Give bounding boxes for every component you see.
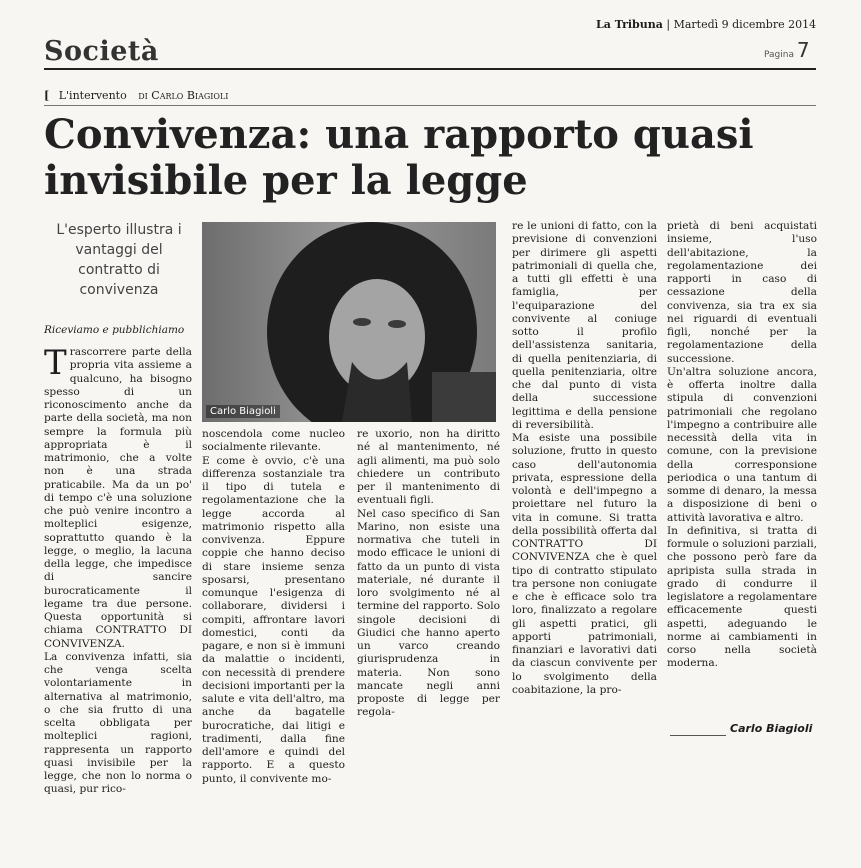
author-portrait-image [202, 222, 496, 422]
kicker-label: L'intervento [58, 89, 127, 102]
kicker [44, 89, 228, 102]
newspaper-name: La Tribuna [596, 18, 663, 31]
section-title: Società [44, 36, 159, 67]
masthead-separator: | [666, 18, 674, 31]
article-column-2: noscendola come nucleo socialmente rilevante. E come è ovvio, c'è una differenza sostanziale tra il tipo di tutela e regolamentazione che la legge accorda al matrimonio rispetto alla convivenza. Eppure coppie che hanno deciso di stare insieme senza sposarsi, presentano comunque l'esigenza di collaborare, dividersi i compiti, affrontare lavori domestici, conti da pagare, e non si è immuni da malattie o incidenti, con necessità di prendere decisioni importanti per la salute e vita dell'altro, ma anche da bagatelle burocratiche, dai litigi e tradimenti, dalla fine dell'amore e quindi del rapporto. E a questo punto, il convivente mo- [202, 428, 345, 785]
issue-date: Martedì 9 dicembre 2014 [673, 18, 817, 31]
intro-line: Riceviamo e pubblichiamo [44, 324, 185, 336]
kicker-byline: di Carlo Biagioli [138, 89, 229, 102]
article-column-3: re uxorio, non ha diritto né al mantenimento, né agli alimenti, ma può solo chiedere un contributo per il mantenimento di eventuali figli. Nel caso specifico di San Marino, non esiste una normativa che tuteli in modo efficace le unioni di fatto da un punto di vista materiale, né durante il loro svolgimento né al termine del rapporto. Solo singole decisioni di Giudici che hanno aperto un varco creando giurisprudenza in materia. Non sono mancate negli anni proposte di legge per regola- [357, 428, 500, 719]
kicker-rule [44, 105, 816, 106]
kicker-bracket: [ [44, 89, 50, 102]
masthead [596, 18, 816, 31]
article-subhead: L'esperto illustra i vantaggi del contratto di convivenza [56, 222, 182, 298]
page-number-box [764, 38, 810, 62]
section-rule [44, 68, 816, 70]
column-1-text: rascorrere parte della propria vita assieme a qualcuno, ha bisogno spesso di un riconoscimento anche da parte della società, ma non sempre la formula più appropriata è il matrimonio, che a volte non è una strada praticabile. Ma da un po' di tempo c'è una soluzione che può venire incontro a molteplici esigenze, soprattutto quando è la legge, o meglio, la lacuna della legge, che impedisce di sancire burocraticamente il legame tra due persone. Questa opportunità si chiama CONTRATTO DI CONVIVENZA. La convivenza infatti, sia che venga scelta volontariamente in alternativa al matrimonio, o che sia frutto di una scelta obbligata per molteplici ragioni, rappresenta un rapporto quasi invisibile per la legge, che non lo norma o quasi, pur rico- [44, 346, 192, 796]
drop-cap: T [44, 346, 67, 383]
article-column-5: prietà di beni acquistati insieme, l'uso dell'abitazione, la regolamentazione dei rapporti in caso di cessazione della convivenza, sia tra ex sia nei riguardi di eventuali figli, nonché per la regolamentazione della successione. Un'altra soluzione ancora, è offerta inoltre dalla stipula di convenzioni patrimoniali che regolano l'impegno a contribuire alle necessità della vita in comune, con la previsione della corresponsione periodica o una tantum di somme di denaro, la messa a disposizione di beni o attività lavorativa e altro. In definitiva, si tratta di formule o soluzioni parziali, che possono però fare da apripista sulla strada in grado di condurre il legislatore a regolamentare efficacemente questi aspetti, adeguando le norme ai cambiamenti in corso nella società moderna. [667, 220, 817, 670]
page-number: 7 [796, 38, 810, 62]
author-photo [202, 222, 496, 422]
photo-caption: Carlo Biagioli [206, 405, 280, 418]
signature-rule [670, 735, 726, 736]
article-column-4: re le unioni di fatto, con la previsione di convenzioni per dirimere gli aspetti patrimoniali di quella che, a tutti gli effetti è una famiglia, per l'equiparazione del convivente al coniuge sotto il profilo dell'assistenza sanitaria, di quella penitenziaria, di quella penitenziaria, oltre che dal punto di vista della successione legittima e della pensione di reversibilità. Ma esiste una possibile soluzione, frutto in questo caso dell'autonomia privata, espressione della volontà e dell'impegno a proiettare nel futuro la vita in comune. Si tratta della possibilità offerta dal CONTRATTO DI CONVIVENZA che è quel tipo di contratto stipulato tra persone non coniugate e che è efficace solo tra loro, finalizzato a regolare gli aspetti pratici, gli apporti patrimoniali, finanziari e lavorativi dati da ciascun convivente per lo svolgimento della coabitazione, la pro- [512, 220, 657, 696]
page-label: Pagina [764, 50, 794, 60]
article-headline: Convivenza: una rapporto quasi invisibile per la legge [44, 111, 754, 204]
author-signature: Carlo Biagioli [730, 722, 813, 735]
article-column-1 [44, 346, 192, 836]
